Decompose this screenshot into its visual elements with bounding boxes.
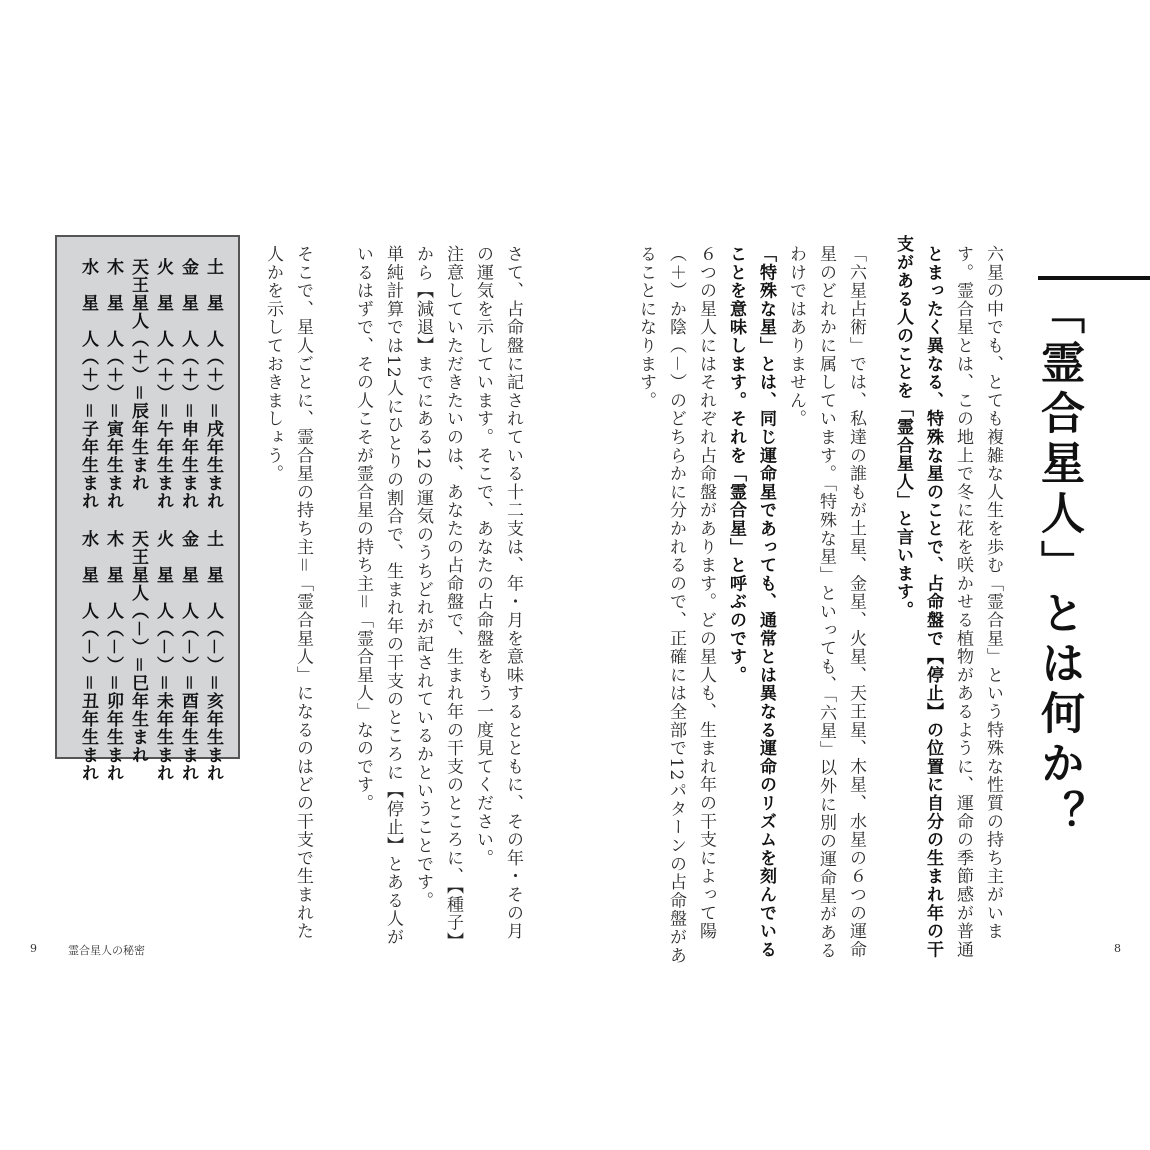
page-number-left: 9 (30, 942, 37, 955)
text-column: そこで、星人ごとに、霊合星の持ち主＝「霊合星人」になるのはどの干支で生まれた (293, 245, 313, 941)
text-column: ことを意味します。それを「霊合星」と呼ぶのです。 (726, 245, 746, 685)
table-entry: 金 星 人（－）＝酉年生まれ (178, 530, 198, 782)
text-column: ることになります。 (636, 245, 656, 410)
text-column: ６つの星人にはそれぞれ占命盤があります。どの星人も、生まれ年の干支によって陽 (696, 245, 716, 941)
table-entry: 木 星 人（＋）＝寅年生まれ (103, 258, 123, 510)
table-entry: 金 星 人（＋）＝申年生まれ (178, 258, 198, 510)
text-column: （＋）か陰（－）のどちらかに分かれるので、正確には全部で12パターンの占命盤があ (666, 245, 686, 965)
table-entry: 火 星 人（＋）＝午年生まれ (153, 258, 173, 510)
text-column: 星のどれかに属しています。「特殊な星」といっても、「六星」以外に別の運命星がある (816, 245, 836, 960)
page-title: 「霊合星人」とは何か？ (1033, 290, 1084, 840)
text-column: 単純計算では12人にひとりの割合で、生まれ年の干支のところに【停止】とある人が (383, 245, 403, 947)
table-entry: 水 星 人（－）＝丑年生まれ (78, 530, 98, 782)
page-number-right: 8 (1114, 942, 1121, 955)
text-column: す。霊合星とは、この地上で冬に花を咲かせる植物があるように、運命の季節感が普通 (953, 245, 973, 959)
text-column: さて、占命盤に記されている十二支は、年・月を意味するとともに、その年・その月 (503, 245, 523, 941)
text-column: の運気を示しています。そこで、あなたの占命盤をもう一度見てください。 (473, 245, 493, 868)
text-column: 「六星占術」では、私達の誰もが土星、金星、火星、天王星、木星、水星の６つの運命 (846, 245, 866, 959)
running-header: 霊合星人の秘密 (68, 944, 145, 957)
table-entry: 土 星 人（＋）＝戌年生まれ (203, 258, 223, 510)
text-column: 「特殊な星」とは、同じ運命星であっても、通常とは異なる運命のリズムを刻んでいる (756, 245, 776, 959)
text-column: とまったく異なる、特殊な星のことで、占命盤で【停止】の位置に自分の生まれ年の干 (923, 245, 943, 959)
title-rule (1038, 276, 1150, 280)
table-entry: 天王星人（－）＝巳年生まれ (128, 530, 148, 764)
text-column: 六星の中でも、とても複雑な人生を歩む「霊合星」という特殊な性質の持ち主がいま (983, 245, 1003, 941)
text-column: いるはずで、その人こそが霊合星の持ち主＝「霊合星人」なのです。 (353, 245, 373, 813)
text-column: わけではありません。 (786, 245, 806, 428)
table-entry: 水 星 人（＋）＝子年生まれ (78, 258, 98, 510)
text-column: 支がある人のことを「霊合星人」と言います。 (893, 235, 913, 620)
text-column: 注意していただきたいのは、あなたの占命盤で、生まれ年の干支のところに、【種子】 (443, 245, 463, 951)
table-entry: 火 星 人（－）＝未年生まれ (153, 530, 173, 782)
table-entry: 木 星 人（－）＝卯年生まれ (103, 530, 123, 782)
text-column: 人かを示しておきましょう。 (263, 245, 283, 483)
text-column: から【減退】までにある12の運気のうちどれが記されているかということです。 (413, 245, 433, 910)
table-entry: 天王星人（＋）＝辰年生まれ (128, 258, 148, 492)
table-entry: 土 星 人（－）＝亥年生まれ (203, 530, 223, 782)
